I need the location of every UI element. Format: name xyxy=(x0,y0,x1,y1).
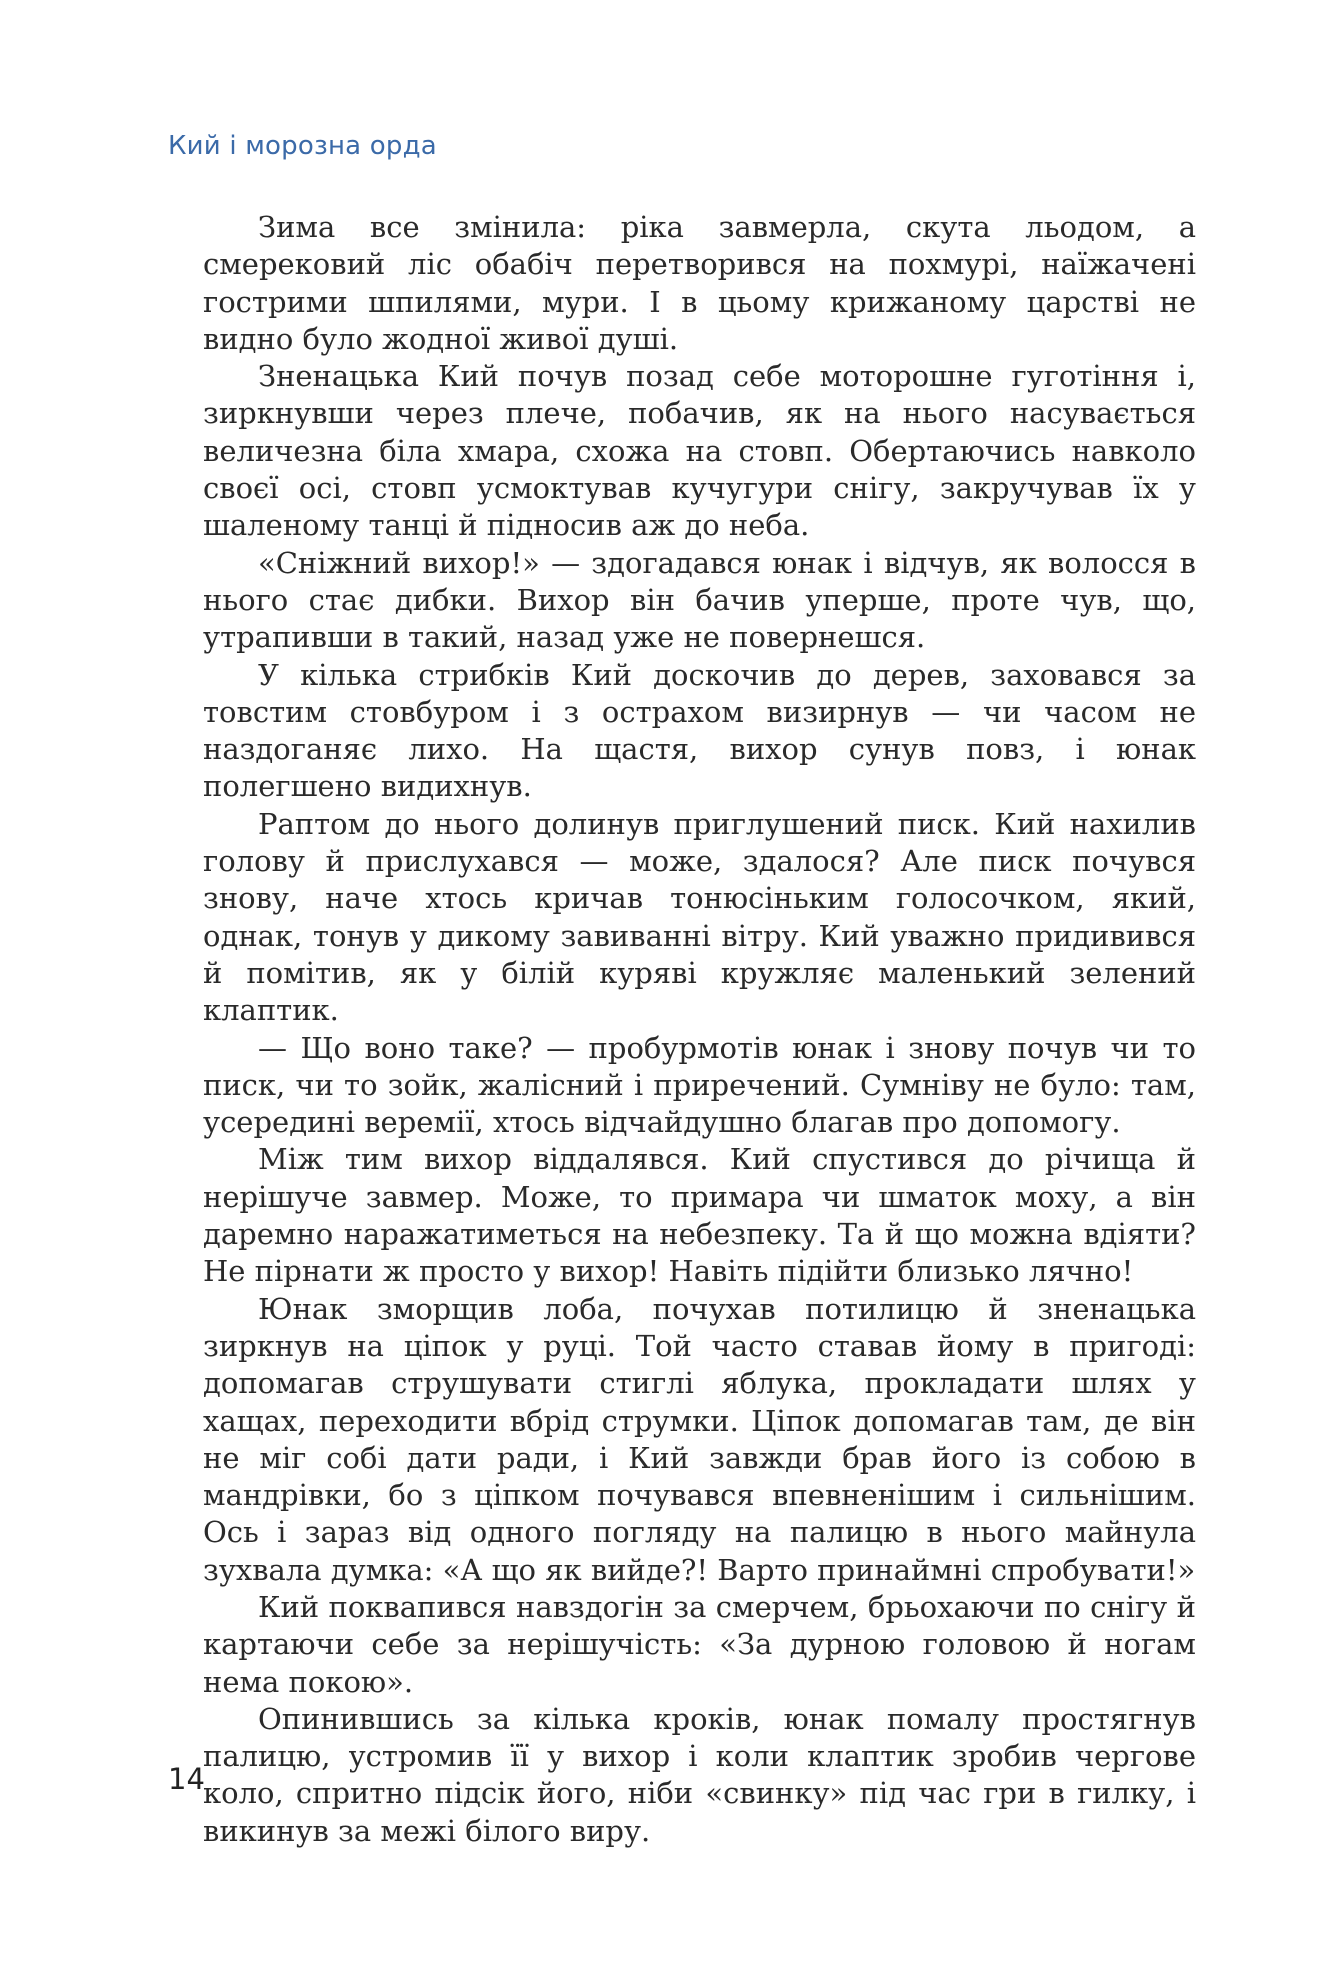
paragraph: Раптом до нього долинув приглушений писк. Кий нахилив голову й прислухався — може, здалося? Але писк почувся знову, наче хтось кричав тонюсіньким голосочком, який, однак, тонув у дикому завиванні вітру. Кий уважно придивився й помітив, як у білій куряві кружляє маленький зелений клаптик. xyxy=(203,806,1196,1028)
paragraph: Зима все змінила: ріка завмерла, скута льодом, а смерековий ліс обабіч перетворився на похмурі, наїжачені гострими шпилями, мури. І в цьому крижаному царстві не видно було жодної живої душі. xyxy=(203,210,1196,356)
running-title: Кий і морозна орда xyxy=(168,131,437,161)
paragraph: Між тим вихор віддалявся. Кий спустився до річища й нерішуче завмер. Може, то примара чи шматок моху, а він даремно наражатиметься на небезпеку. Та й що можна вдіяти? Не пірнати ж просто у вихор! Навіть підійти близько лячно! xyxy=(203,1142,1196,1289)
paragraph: Опинившись за кілька кроків, юнак помалу простягнув палицю, устромив її у вихор і коли клаптик зробив чергове коло, спритно підсік його, ніби «свинку» під час гри в гилку, і викинув за межі білого виру. xyxy=(203,1701,1196,1848)
paragraph: У кілька стрибків Кий доскочив до дерев, заховався за товстим стовбуром і з острахом визирнув — чи часом не наздоганяє лихо. На щастя, вихор сунув повз, і юнак полегшено видихнув. xyxy=(203,657,1196,804)
paragraph: Зненацька Кий почув позад себе моторошне гуготіння і, зиркнувши через плече, побачив, як на нього насувається величезна біла хмара, схожа на стовп. Обертаючись навколо своєї осі, стовп усмоктував кучугури снігу, закручував їх у шаленому танці й підносив аж до неба. xyxy=(203,359,1196,543)
paragraph: Юнак зморщив лоба, почухав потилицю й зненацька зиркнув на ціпок у руці. Той часто ставав йому в пригоді: допомагав струшувати стиглі яблука, прокладати шлях у хащах, переходити вбрід струмки. Ціпок допомагав там, де він не міг собі дати ради, і Кий завжди брав його із собою в мандрівки, бо з ціпком почувався впевненішим і сильнішим. Ось і зараз від одного погляду на палицю в нього майнула зухвала думка: «А що як вийде?! Варто принаймні спробувати!» xyxy=(203,1291,1196,1587)
paragraph: «Сніжний вихор!» — здогадався юнак і відчув, як волосся в нього стає дибки. Вихор він бачив уперше, проте чув, що, утрапивши в такий, назад уже не повернешся. xyxy=(203,545,1196,655)
paragraph: Кий поквапився навздогін за смерчем, брьохаючи по снігу й картаючи себе за нерішучість: «За дурною головою й ногам нема покою». xyxy=(203,1589,1196,1699)
story-text xyxy=(203,209,1196,1850)
paragraph: — Що воно таке? — пробурмотів юнак і знову почув чи то писк, чи то зойк, жалісний і приречений. Сумніву не було: там, усередині веремії, хтось відчайдушно благав про допомогу. xyxy=(203,1030,1196,1140)
page-number: 14 xyxy=(168,1762,205,1796)
